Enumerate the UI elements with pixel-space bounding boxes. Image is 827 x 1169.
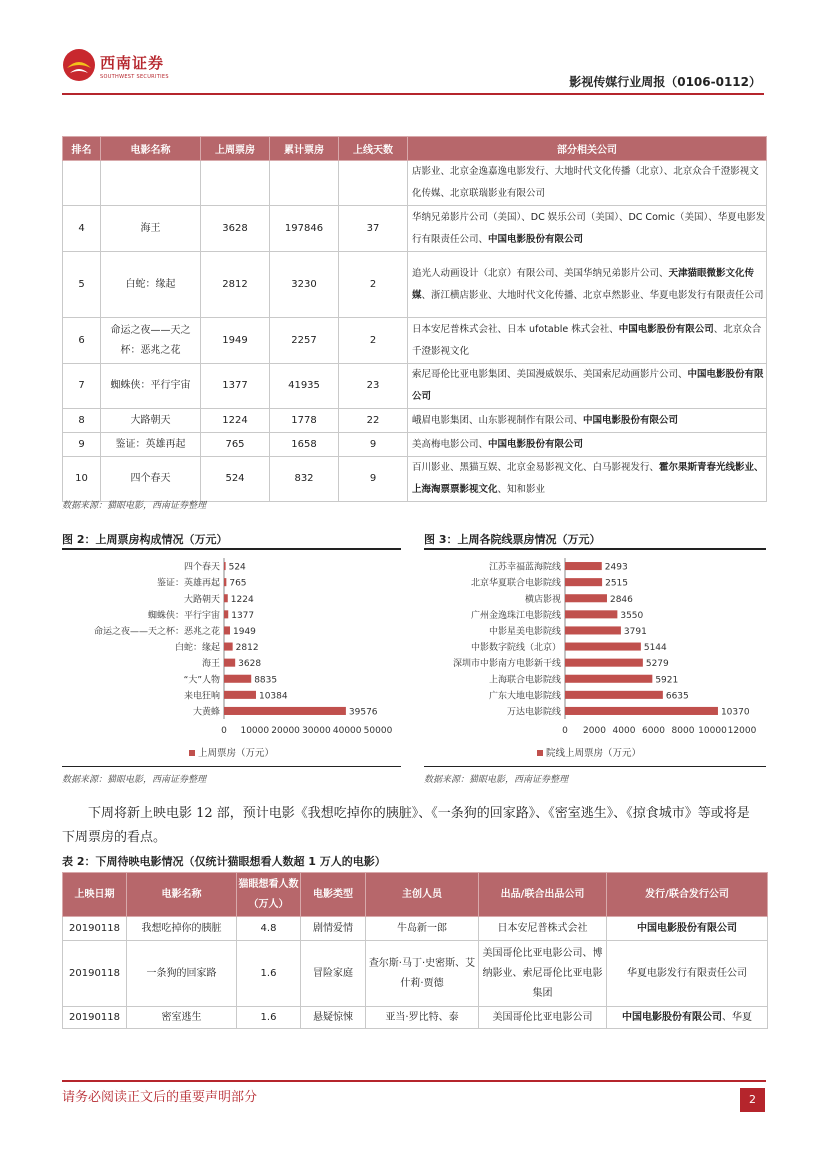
table-header-cell: 部分相关公司 — [408, 137, 767, 161]
bar — [565, 562, 602, 570]
table-cell-rank — [63, 161, 101, 206]
table-row — [63, 161, 767, 206]
table-cell-name: 我想吃掉你的胰脏 — [127, 917, 237, 941]
company-logo — [62, 48, 182, 88]
table-row — [63, 409, 767, 433]
bar — [224, 578, 226, 586]
legend-swatch — [537, 750, 543, 756]
body-paragraph: 下周将新上映电影 12 部，预计电影《我想吃掉你的胰脏》、《一条狗的回家路》、《密室逃生》、《掠食城市》等或将是下周票房的看点。 — [62, 806, 750, 845]
table-cell-name: 白蛇：缘起 — [101, 252, 201, 318]
category-label: 鉴证：英雄再起 — [156, 578, 220, 589]
bar-value-label: 39576 — [348, 707, 378, 718]
table-row — [63, 206, 767, 252]
bar-value-label: 5921 — [655, 675, 679, 686]
category-label: 中影数字院线（北京） — [470, 643, 561, 654]
logo-text: 西南证券 — [100, 54, 165, 72]
bar-value-label: 10384 — [258, 691, 288, 702]
table-cell-name: 命运之夜——天之杯：恶兆之花 — [101, 318, 201, 364]
table-cell-producer: 美国哥伦比亚电影公司、博纳影业、索尼哥伦比亚电影集团 — [479, 941, 607, 1007]
company-text: 中国电影股份有限公司 — [412, 369, 764, 402]
figure-2-chart — [62, 552, 402, 764]
bar — [224, 675, 251, 683]
figure-3-title: 图 3：上周各院线票房情况（万元） — [424, 533, 601, 546]
bar — [565, 691, 663, 699]
company-text: 、知和影业 — [497, 484, 546, 495]
figure-2-bottom-rule — [62, 766, 401, 767]
x-tick-label: 30000 — [302, 726, 331, 736]
bar — [224, 691, 256, 699]
footer-divider — [62, 1080, 766, 1082]
company-text: 中国电影股份有限公司 — [618, 323, 714, 335]
table-cell-crew: 查尔斯·马丁·史密斯、艾什莉·贾德 — [366, 941, 479, 1007]
table-cell-name: 大路朝天 — [101, 409, 201, 433]
table-row — [63, 252, 767, 318]
upcoming-films-table — [62, 872, 768, 1029]
table-row — [63, 941, 768, 1007]
company-text: 、浙江横店影业、大地时代文化传播、北京卓然影业、华夏电影发行有限责任公司 — [421, 289, 764, 301]
table-cell-date: 20190118 — [63, 1007, 127, 1029]
category-label: 横店影视 — [524, 594, 561, 605]
category-label: 蜘蛛侠：平行宇宙 — [147, 610, 220, 621]
table-cell-genre: 冒险家庭 — [301, 941, 366, 1007]
bar — [565, 626, 621, 634]
table-cell-total: 41935 — [270, 364, 339, 409]
table-cell-companies — [408, 433, 767, 457]
bar — [224, 610, 228, 618]
bar — [224, 562, 226, 570]
category-label: 大路朝天 — [183, 594, 220, 605]
category-label: 海王 — [201, 659, 220, 670]
table-cell-week: 2812 — [201, 252, 270, 318]
distributor-text: 、华夏 — [722, 1011, 752, 1023]
table-header-cell: 排名 — [63, 137, 101, 161]
table-cell-total: 1778 — [270, 409, 339, 433]
table-cell-week: 524 — [201, 457, 270, 502]
category-label: 命运之夜——天之杯：恶兆之花 — [93, 626, 220, 637]
x-tick-label: 0 — [562, 726, 568, 736]
table-cell-days: 9 — [339, 433, 408, 457]
table-cell-total: 832 — [270, 457, 339, 502]
bar-value-label: 524 — [228, 562, 246, 573]
table-row — [63, 1007, 768, 1029]
table-cell-rank: 8 — [63, 409, 101, 433]
table-header-cell: 发行/联合发行公司 — [607, 873, 768, 917]
company-text: 追光人动画设计（北京）有限公司、美国华纳兄弟影片公司、 — [412, 267, 669, 279]
report-title: 影视传媒行业周报（0106-0112） — [569, 75, 761, 89]
bar-value-label: 3550 — [620, 610, 644, 621]
table-header-cell: 上周票房 — [201, 137, 270, 161]
company-text: 、北京众合千澄影视文化 — [412, 323, 762, 357]
bar-value-label: 5144 — [643, 643, 667, 654]
company-text: 华纳兄弟影片公司（美国）、DC 娱乐公司（美国）、DC Comic（美国）、华夏电影发行有限责任公司、 — [412, 211, 766, 245]
bar — [224, 643, 233, 651]
x-tick-label: 20000 — [271, 726, 300, 736]
bar-value-label: 3791 — [623, 626, 647, 637]
bar-value-label: 10370 — [720, 707, 750, 718]
table-cell-total: 3230 — [270, 252, 339, 318]
table-header-cell: 出品/联合出品公司 — [479, 873, 607, 917]
x-tick-label: 40000 — [332, 726, 362, 736]
table-cell-name — [101, 161, 201, 206]
x-tick-label: 12000 — [727, 726, 757, 736]
table-cell-days: 2 — [339, 318, 408, 364]
bar — [224, 659, 235, 667]
table-cell-days: 23 — [339, 364, 408, 409]
page-number: 2 — [740, 1088, 765, 1112]
table-cell-week: 1949 — [201, 318, 270, 364]
figure-2-top-rule — [62, 548, 401, 550]
table-cell-crew: 亚当·罗比特、泰 — [366, 1007, 479, 1029]
table-header-cell: 猫眼想看人数（万人） — [237, 873, 301, 917]
bar — [565, 578, 602, 586]
box-office-table — [62, 136, 767, 502]
table-cell-producer: 美国哥伦比亚电影公司 — [479, 1007, 607, 1029]
table-cell-days: 37 — [339, 206, 408, 252]
table-cell-date: 20190118 — [63, 917, 127, 941]
bar — [224, 594, 228, 602]
bar-value-label: 1377 — [231, 610, 255, 621]
table-cell-total: 2257 — [270, 318, 339, 364]
table-cell-name: 蜘蛛侠：平行宇宙 — [101, 364, 201, 409]
table-cell-week: 765 — [201, 433, 270, 457]
category-label: 来电狂响 — [183, 691, 220, 702]
table-cell-distributor — [607, 941, 768, 1007]
figure-3-top-rule — [424, 548, 766, 550]
category-label: 北京华夏联合电影院线 — [470, 578, 561, 589]
distributor-text: 中国电影股份有限公司 — [637, 922, 737, 934]
table-cell-companies — [408, 457, 767, 502]
bar-value-label: 1949 — [233, 626, 256, 637]
table-header-cell: 上映日期 — [63, 873, 127, 917]
table-cell-name: 鉴证：英雄再起 — [101, 433, 201, 457]
x-tick-label: 0 — [221, 726, 227, 736]
bar-value-label: 8835 — [254, 675, 278, 686]
table-cell-name: 一条狗的回家路 — [127, 941, 237, 1007]
bar-value-label: 765 — [229, 578, 247, 589]
source-note: 数据来源：猫眼电影，西南证券整理 — [62, 501, 207, 511]
company-text: 天津猫眼微影文化传媒 — [412, 267, 755, 301]
company-text: 峨眉电影集团、山东影视制作有限公司、 — [412, 414, 584, 426]
table-cell-companies — [408, 206, 767, 252]
logo-text-en: SOUTHWEST SECURITIES — [100, 74, 169, 80]
table-cell-companies — [408, 161, 767, 206]
category-label: 广东大地电影院线 — [488, 691, 561, 702]
company-text: 百川影业、黑猫互娱、北京金易影视文化、白马影视发行、 — [412, 462, 660, 473]
header-divider — [62, 93, 764, 95]
table-cell-companies — [408, 409, 767, 433]
table-cell-rank: 5 — [63, 252, 101, 318]
table-cell-distributor — [607, 1007, 768, 1029]
figure-2-source: 数据来源：猫眼电影，西南证券整理 — [62, 775, 207, 785]
table-cell-rank: 4 — [63, 206, 101, 252]
table-cell-week — [201, 161, 270, 206]
bar — [224, 707, 346, 715]
table-cell-want: 1.6 — [237, 1007, 301, 1029]
table-cell-name: 四个春天 — [101, 457, 201, 502]
table-row — [63, 364, 767, 409]
table-cell-days: 22 — [339, 409, 408, 433]
category-label: 万达电影院线 — [506, 707, 561, 718]
bar-value-label: 5279 — [645, 659, 669, 670]
bar — [565, 659, 643, 667]
company-text: 店影业、北京金逸嘉逸电影发行、大地时代文化传播（北京）、北京众合千澄影视文化传媒、北京联瑞影业有限公司 — [412, 166, 759, 199]
table-cell-date: 20190118 — [63, 941, 127, 1007]
table-cell-days: 2 — [339, 252, 408, 318]
table-row — [63, 917, 768, 941]
table-cell-name: 密室逃生 — [127, 1007, 237, 1029]
bar — [565, 643, 641, 651]
category-label: 白蛇：缘起 — [174, 643, 220, 654]
category-label: 深圳市中影南方电影新干线 — [452, 659, 561, 670]
table-cell-week: 1377 — [201, 364, 270, 409]
table-cell-days — [339, 161, 408, 206]
category-label: 上海联合电影院线 — [488, 675, 561, 686]
table-header-cell: 电影名称 — [127, 873, 237, 917]
table-cell-rank: 9 — [63, 433, 101, 457]
distributor-text: 华夏电影发行有限责任公司 — [627, 967, 747, 979]
table-cell-rank: 10 — [63, 457, 101, 502]
table-row — [63, 457, 767, 502]
category-label: 广州金逸珠江电影院线 — [470, 610, 561, 621]
category-label: 四个春天 — [183, 562, 220, 573]
table-row — [63, 433, 767, 457]
category-label: 江苏幸福蓝海院线 — [488, 562, 561, 573]
legend-label: 上周票房（万元） — [198, 748, 275, 759]
bar-value-label: 2846 — [609, 594, 633, 605]
table-cell-companies — [408, 364, 767, 409]
company-text: 霍尔果斯青春光线影业、上海淘票票影视文化 — [412, 462, 764, 495]
bar-value-label: 3628 — [238, 659, 262, 670]
figure-2-title: 图 2：上周票房构成情况（万元） — [62, 533, 228, 546]
bar — [565, 675, 652, 683]
table-cell-genre: 剧情爱情 — [301, 917, 366, 941]
table-cell-want: 1.6 — [237, 941, 301, 1007]
figure-3-bottom-rule — [424, 766, 766, 767]
table-row — [63, 318, 767, 364]
x-tick-label: 10000 — [240, 726, 270, 736]
distributor-text: 中国电影股份有限公司 — [622, 1011, 722, 1023]
table-cell-name: 海王 — [101, 206, 201, 252]
bar — [565, 610, 617, 618]
legend-label: 院线上周票房（万元） — [546, 748, 642, 759]
table-cell-distributor — [607, 917, 768, 941]
table-header-cell: 上线天数 — [339, 137, 408, 161]
logo-mark-icon — [62, 48, 96, 82]
table-cell-total: 1658 — [270, 433, 339, 457]
x-tick-label: 4000 — [612, 726, 636, 736]
bar — [565, 594, 607, 602]
category-label: 大黄蜂 — [192, 707, 220, 718]
table-header-cell: 电影名称 — [101, 137, 201, 161]
company-text: 索尼哥伦比亚电影集团、美国漫威娱乐、美国索尼动画影片公司、 — [412, 369, 688, 380]
table-cell-companies — [408, 318, 767, 364]
table-cell-genre: 悬疑惊悚 — [301, 1007, 366, 1029]
figure-3-source: 数据来源：猫眼电影，西南证券整理 — [424, 775, 569, 785]
table-cell-producer: 日本安尼普株式会社 — [479, 917, 607, 941]
table-cell-week: 1224 — [201, 409, 270, 433]
table-2-title: 表 2：下周待映电影情况（仅统计猫眼想看人数超 1 万人的电影） — [62, 855, 386, 868]
table-cell-total: 197846 — [270, 206, 339, 252]
company-text: 中国电影股份有限公司 — [583, 414, 679, 426]
table-cell-week: 3628 — [201, 206, 270, 252]
category-label: 中影星美电影院线 — [488, 626, 561, 637]
table-cell-crew: 牛岛新一郎 — [366, 917, 479, 941]
figure-3-chart — [424, 552, 766, 764]
table-cell-rank: 7 — [63, 364, 101, 409]
bar — [565, 707, 718, 715]
table-header-cell: 电影类型 — [301, 873, 366, 917]
table-cell-rank: 6 — [63, 318, 101, 364]
bar-value-label: 2493 — [604, 562, 628, 573]
company-text: 中国电影股份有限公司 — [488, 438, 584, 450]
x-tick-label: 6000 — [642, 726, 665, 736]
company-text: 美高梅电影公司、 — [412, 438, 489, 450]
footer-disclaimer: 请务必阅读正文后的重要声明部分 — [62, 1090, 258, 1105]
table-cell-want: 4.8 — [237, 917, 301, 941]
x-tick-label: 8000 — [671, 726, 695, 736]
category-label: “大”人物 — [183, 675, 220, 686]
x-tick-label: 10000 — [698, 726, 727, 736]
bar-value-label: 1224 — [230, 594, 254, 605]
bar — [224, 626, 230, 634]
bar-value-label: 2515 — [605, 578, 629, 589]
table-cell-days: 9 — [339, 457, 408, 502]
bar-value-label: 2812 — [235, 643, 259, 654]
company-text: 中国电影股份有限公司 — [488, 233, 584, 245]
table-header-cell: 主创人员 — [366, 873, 479, 917]
table-cell-total — [270, 161, 339, 206]
x-tick-label: 2000 — [583, 726, 606, 736]
table-cell-companies — [408, 252, 767, 318]
legend-swatch — [189, 750, 195, 756]
table-header-cell: 累计票房 — [270, 137, 339, 161]
bar-value-label: 6635 — [665, 691, 689, 702]
x-tick-label: 50000 — [363, 726, 393, 736]
company-text: 日本安尼普株式会社、日本 ufotable 株式会社、 — [412, 323, 619, 335]
